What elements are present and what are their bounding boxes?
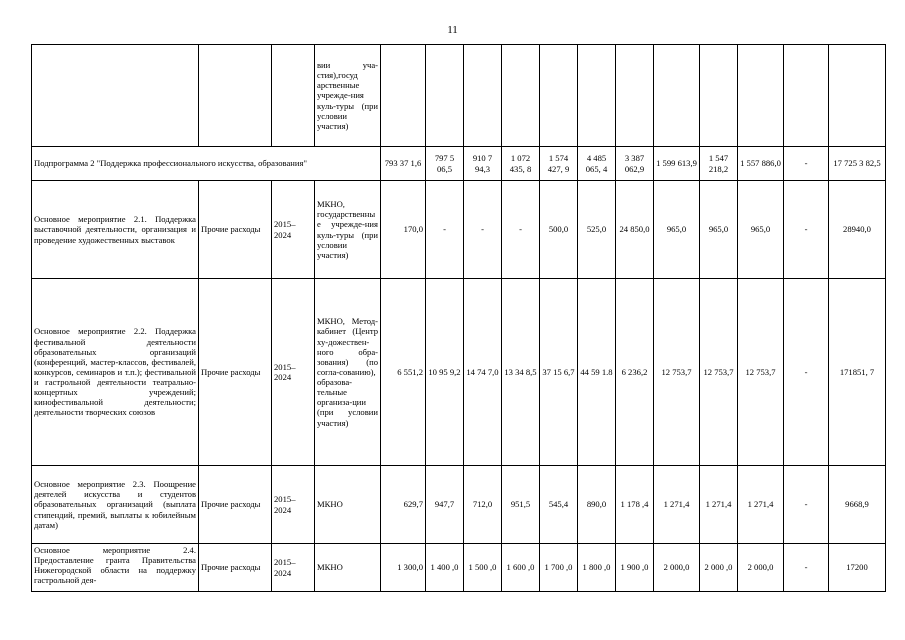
value-cell: 1 271,4 [700,466,738,544]
table-cell [381,45,426,147]
value-cell: 24 850,0 [616,181,654,279]
value-cell: 712,0 [464,466,502,544]
table-cell [199,45,272,147]
value-cell: 12 753,7 [700,279,738,466]
value-cell: 910 7 94,3 [464,147,502,181]
table-row [32,279,886,466]
value-cell: 6 551,2 [381,279,426,466]
value-cell: 1 400 ,0 [426,544,464,592]
value-cell: 1 300,0 [381,544,426,592]
table-cell [738,45,784,147]
expense-type: Прочие расходы [199,279,272,466]
table-cell [272,45,315,147]
table-cell [502,45,540,147]
value-cell: 12 753,7 [738,279,784,466]
value-cell: 947,7 [426,466,464,544]
value-cell: - [784,466,829,544]
table-cell [464,45,502,147]
subprogram-title: Подпрограмма 2 "Поддержка профессионального искусства, образования" [32,147,381,181]
value-cell: 12 753,7 [654,279,700,466]
value-cell: 170,0 [381,181,426,279]
period: 2015– 2024 [272,544,315,592]
value-cell: 2 000,0 [654,544,700,592]
value-cell: 1 800 ,0 [578,544,616,592]
period: 2015– 2024 [272,466,315,544]
table-cell [784,45,829,147]
value-cell: 37 15 6,7 [540,279,578,466]
value-cell: 1 700 ,0 [540,544,578,592]
value-cell: 1 500 ,0 [464,544,502,592]
value-cell: 1 271,4 [738,466,784,544]
value-cell: 2 000 ,0 [700,544,738,592]
value-cell: 965,0 [654,181,700,279]
executor-cell: вии уча-стия),госуд арственные учрежде-ния куль-туры (при условии участия) [315,45,381,147]
value-cell: - [502,181,540,279]
value-cell: 629,7 [381,466,426,544]
value-cell: 13 34 8,5 [502,279,540,466]
value-cell: 4 485 065, 4 [578,147,616,181]
period: 2015– 2024 [272,181,315,279]
activity-name: Основное мероприятие 2.1. Поддержка выставочной деятельности, организация и проведение художественных выставок [32,181,199,279]
value-cell: 1 271,4 [654,466,700,544]
value-cell: 951,5 [502,466,540,544]
total-cell: 28940,0 [829,181,886,279]
table-row [32,544,886,592]
table-row [32,181,886,279]
subprogram-row [32,147,886,181]
value-cell: 1 178 ,4 [616,466,654,544]
value-cell: 965,0 [738,181,784,279]
value-cell: - [784,544,829,592]
value-cell: 44 59 1.8 [578,279,616,466]
value-cell: 1 599 613,9 [654,147,700,181]
value-cell: 10 95 9,2 [426,279,464,466]
table-cell [578,45,616,147]
value-cell: 1 557 886,0 [738,147,784,181]
table-cell [426,45,464,147]
value-cell: - [426,181,464,279]
executor-cell: МКНО, государственные учрежде-ния куль-туры (при условии участия) [315,181,381,279]
value-cell: 797 5 06,5 [426,147,464,181]
budget-table [31,44,886,592]
table-cell [829,45,886,147]
activity-name: Основное мероприятие 2.2. Поддержка фестивальной деятельности образовательных организаций (конференций, мастер-классов, фестивалей, конкурсов, семинаров и т.п.); фестивальной и гастрольной деятельности театрально-концертных учреждений; кинофестивальной деятельности; деятельности творческих союзов [32,279,199,466]
value-cell: 500,0 [540,181,578,279]
value-cell: 3 387 062,9 [616,147,654,181]
value-cell: 1 600 ,0 [502,544,540,592]
executor-cell: МКНО [315,466,381,544]
expense-type: Прочие расходы [199,466,272,544]
value-cell: 965,0 [700,181,738,279]
value-cell: 2 000,0 [738,544,784,592]
value-cell: - [784,279,829,466]
value-cell: 890,0 [578,466,616,544]
value-cell: - [464,181,502,279]
value-cell: 14 74 7,0 [464,279,502,466]
expense-type: Прочие расходы [199,544,272,592]
table-cell [654,45,700,147]
value-cell: - [784,181,829,279]
value-cell: - [784,147,829,181]
page-number: 11 [447,24,458,36]
table-cell [32,45,199,147]
activity-name: Основное мероприятие 2.3. Поощрение деятелей искусства и студентов образовательных организаций (выплата стипендий, премий, выплаты к юбилейным датам) [32,466,199,544]
total-cell: 17200 [829,544,886,592]
table-cell [700,45,738,147]
value-cell: 545,4 [540,466,578,544]
total-cell: 171851, 7 [829,279,886,466]
total-cell: 9668,9 [829,466,886,544]
value-cell: 1 547 218,2 [700,147,738,181]
value-cell: 793 37 1,6 [381,147,426,181]
table-cell [540,45,578,147]
expense-type: Прочие расходы [199,181,272,279]
value-cell: 6 236,2 [616,279,654,466]
period: 2015– 2024 [272,279,315,466]
table-row [32,466,886,544]
table-cell [616,45,654,147]
value-cell: 1 900 ,0 [616,544,654,592]
executor-cell: МКНО, Метод-кабинет (Центр ху-дожествен-ного обра-зования) (по согла-сованию), образова-тельные организа-ции (при условии участия) [315,279,381,466]
value-cell: 1 574 427, 9 [540,147,578,181]
value-cell: 1 072 435, 8 [502,147,540,181]
value-cell: 525,0 [578,181,616,279]
activity-name: Основное мероприятие 2.4. Предоставление гранта Правительства Нижегородской области на поддержку гастрольной дея- [32,544,199,592]
total-cell: 17 725 3 82,5 [829,147,886,181]
continuation-row [32,45,886,147]
executor-cell: МКНО [315,544,381,592]
